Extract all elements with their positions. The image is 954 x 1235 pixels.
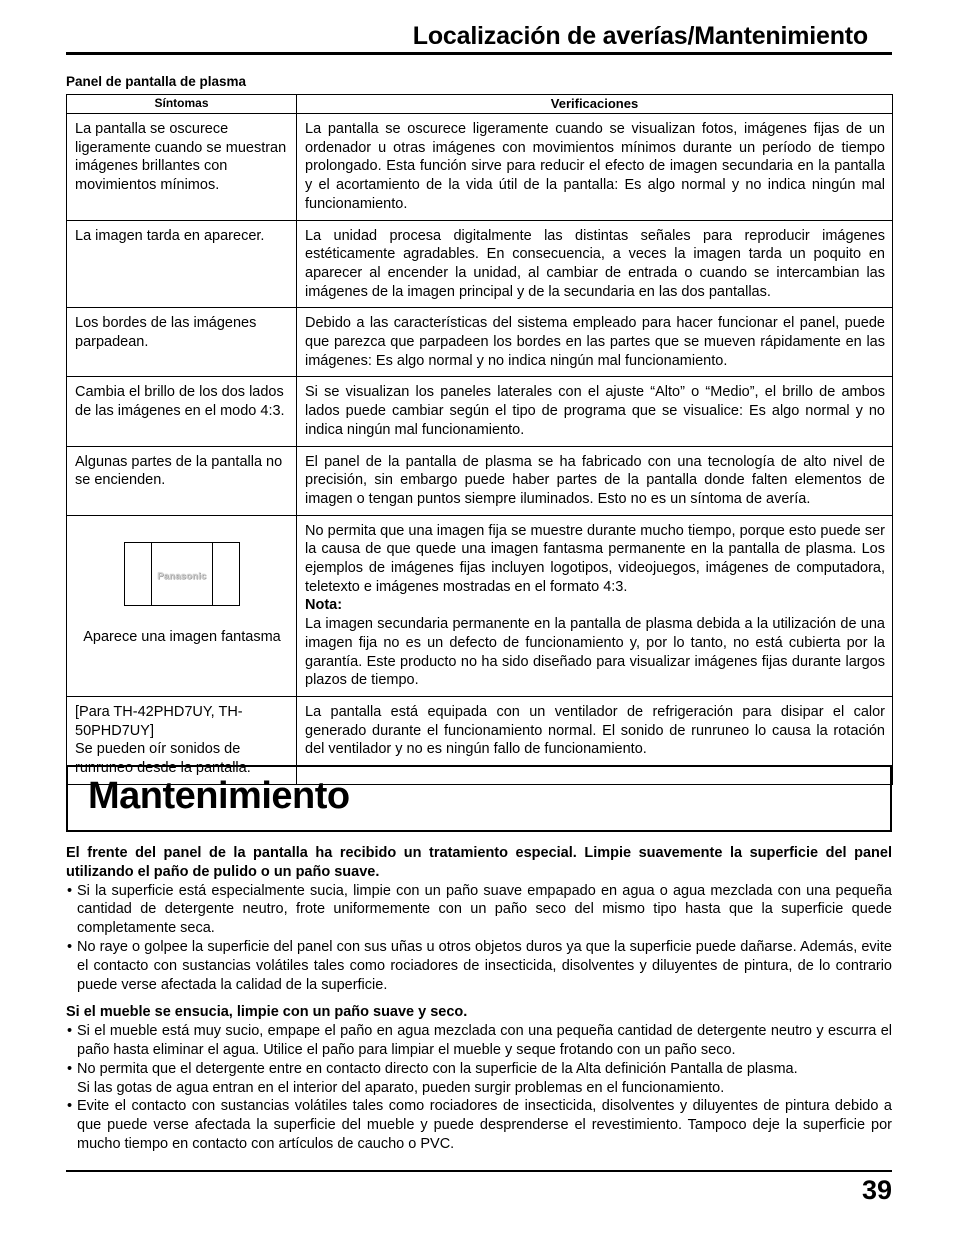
list-item-text: Si el mueble está muy sucio, empape el paño en agua mezclada con una pequeña cantidad de detergente neutro y escurra el paño hasta eliminar el agua. Utilice el paño para limpiar el mueble y seque frotando con un paño seco. xyxy=(77,1023,892,1058)
maintenance-body xyxy=(66,844,892,1154)
symptom-cell: Los bordes de las imágenes parpadean. xyxy=(67,308,297,377)
footer-rule xyxy=(66,1170,892,1172)
list-item-text: No raye o golpee la superficie del panel con sus uñas u otros objetos duros ya que la superficie puede dañarse. Además, evite el contacto con sustancias volátiles tales como rociadores de insecticida, disolventes y diluyentes de pintura, de lo contrario puede verse afectada la calidad de la superficie. xyxy=(77,938,892,993)
ghost-logo: Panasonic xyxy=(157,570,207,582)
table-row xyxy=(67,446,893,515)
check-cell: La pantalla está equipada con un ventilador de refrigeración para disipar el calor generado durante el funcionamiento normal. El sonido de runruneo lo causa la rotación del ventilador y no es ningún fallo de funcionamiento. xyxy=(297,696,893,784)
list-item xyxy=(66,1097,892,1153)
table-caption: Panel de pantalla de plasma xyxy=(66,74,247,89)
maintenance-heading: Mantenimiento xyxy=(88,775,350,817)
panel-care-lead: El frente del panel de la pantalla ha recibido un tratamiento especial. Limpie suavemente la superficie del panel utilizando el paño de pulido o un paño suave. xyxy=(66,845,892,880)
table-row xyxy=(67,377,893,446)
fan-symptom-text: Se pueden oír sonidos de runruneo desde la pantalla. xyxy=(75,741,251,777)
troubleshooting-table xyxy=(66,94,893,785)
column-header-checks: Verificaciones xyxy=(297,95,893,114)
list-item xyxy=(66,1060,892,1098)
cabinet-care-lead: Si el mueble se ensucia, limpie con un paño suave y seco. xyxy=(66,1004,468,1021)
check-cell: La unidad procesa digitalmente las distintas señales para reproducir imágenes estéticamente agradables. En consecuencia, a veces la imagen tarda un poquito en aparecer al encender la unidad, al cambiar de entrada o cuando se intercambian las imágenes de la imagen principal y de la secundaria en las dos pantallas. xyxy=(297,220,893,308)
check-cell: El panel de la pantalla de plasma se ha fabricado con una tecnología de alto nivel de precisión, sin embargo puede haber partes de la pantalla donde falten elementos de imagen o tengan puntos siempre iluminados. Esto no es un síntoma de avería. xyxy=(297,446,893,515)
list-item xyxy=(66,938,892,994)
bullet: • xyxy=(67,1023,73,1040)
check-cell: Debido a las características del sistema empleado para hacer funcionar el panel, puede que parezca que parpadeen los bordes en las partes que se mueven rápidamente en las imágenes: Es algo normal y no indica ningún mal funcionamiento. xyxy=(297,308,893,377)
model-note: [Para TH-42PHD7UY, TH-50PHD7UY] xyxy=(75,703,243,739)
symptom-cell xyxy=(67,515,297,696)
bullet: • xyxy=(67,1098,73,1115)
table-row xyxy=(67,308,893,377)
symptom-cell: Algunas partes de la pantalla no se encienden. xyxy=(67,446,297,515)
check-cell xyxy=(297,515,893,696)
page-number: 39 xyxy=(861,1175,892,1205)
cabinet-care-list xyxy=(66,1022,892,1154)
column-header-symptoms: Síntomas xyxy=(67,95,297,114)
list-item-text: Si la superficie está especialmente sucia, limpie con un paño suave empapado en agua o agua mezclada con una pequeña cantidad de detergente neutro, frote uniformemente con un paño seco del mismo tipo hasta que la superficie quede completamente seca. xyxy=(77,882,892,937)
panel-care-list xyxy=(66,882,892,995)
list-item-text: Evite el contacto con sustancias volátiles tales como rociadores de insecticida, disolventes y diluyentes de pintura debido a que puede verse afectada la superficie del mueble y puede desprenderse el revestimiento. Tampoco deje la superficie por mucho tiempo en contacto con artículos de caucho o PVC. xyxy=(77,1098,892,1152)
header-rule xyxy=(66,52,892,55)
symptom-cell: Cambia el brillo de los dos lados de las imágenes en el modo 4:3. xyxy=(67,377,297,446)
note-label: Nota: xyxy=(305,597,343,614)
list-item xyxy=(66,1022,892,1060)
list-item-text-continued: Si las gotas de agua entran en el interior del aparato, pueden surgir problemas en el funcionamiento. xyxy=(77,1079,725,1096)
page-title: Localización de averías/Mantenimiento xyxy=(412,22,868,50)
table-row xyxy=(67,114,893,221)
symptom-cell: La imagen tarda en aparecer. xyxy=(67,220,297,308)
bullet: • xyxy=(67,882,73,899)
note-text: La imagen secundaria permanente en la pantalla de plasma debida a la utilización de una imagen fija no es un defecto de funcionamiento y, por lo tanto, no está cubierta por la garantía. Este producto no ha sido diseñado para visualizar imágenes fijas durante largos plazos de tiempo. xyxy=(305,616,885,689)
bullet: • xyxy=(67,1060,73,1077)
ghost-image-illustration xyxy=(124,542,240,606)
list-item-text: No permita que el detergente entre en contacto directo con la superficie de la Alta definición Pantalla de plasma. xyxy=(77,1060,798,1077)
bullet: • xyxy=(67,938,73,955)
table-row-ghost-image xyxy=(67,515,893,696)
maintenance-heading-box xyxy=(66,765,892,832)
list-item xyxy=(66,882,892,938)
ghost-image-caption: Aparece una imagen fantasma xyxy=(83,628,281,645)
symptom-cell: La pantalla se oscurece ligeramente cuando se muestran imágenes brillantes con movimientos mínimos. xyxy=(67,114,297,221)
table-header-row xyxy=(67,95,893,114)
check-cell: La pantalla se oscurece ligeramente cuando se visualizan fotos, imágenes fijas de un ordenador u otras imágenes con movimientos mínimos durante un período de tiempo prolongado. Esta función sirve para reducir el efecto de imagen secundaria en la pantalla y el acortamiento de la vida útil de la pantalla: Es algo normal y no indica ningún mal funcionamiento. xyxy=(297,114,893,221)
ghost-check-intro: No permita que una imagen fija se muestre durante mucho tiempo, porque esto puede ser la causa de que quede una imagen fantasma permanente en la pantalla de plasma. Los ejemplos de imágenes fijas incluyen logotipos, videojuegos, imágenes de computadora, teletexto e imágenes mostradas en el formato 4:3. xyxy=(305,522,885,595)
table-row xyxy=(67,220,893,308)
check-cell: Si se visualizan los paneles laterales con el ajuste “Alto” o “Medio”, el brillo de ambos lados puede cambiar según el tipo de programa que se visualice: Es algo normal y no indica ningún mal funcionamiento. xyxy=(297,377,893,446)
